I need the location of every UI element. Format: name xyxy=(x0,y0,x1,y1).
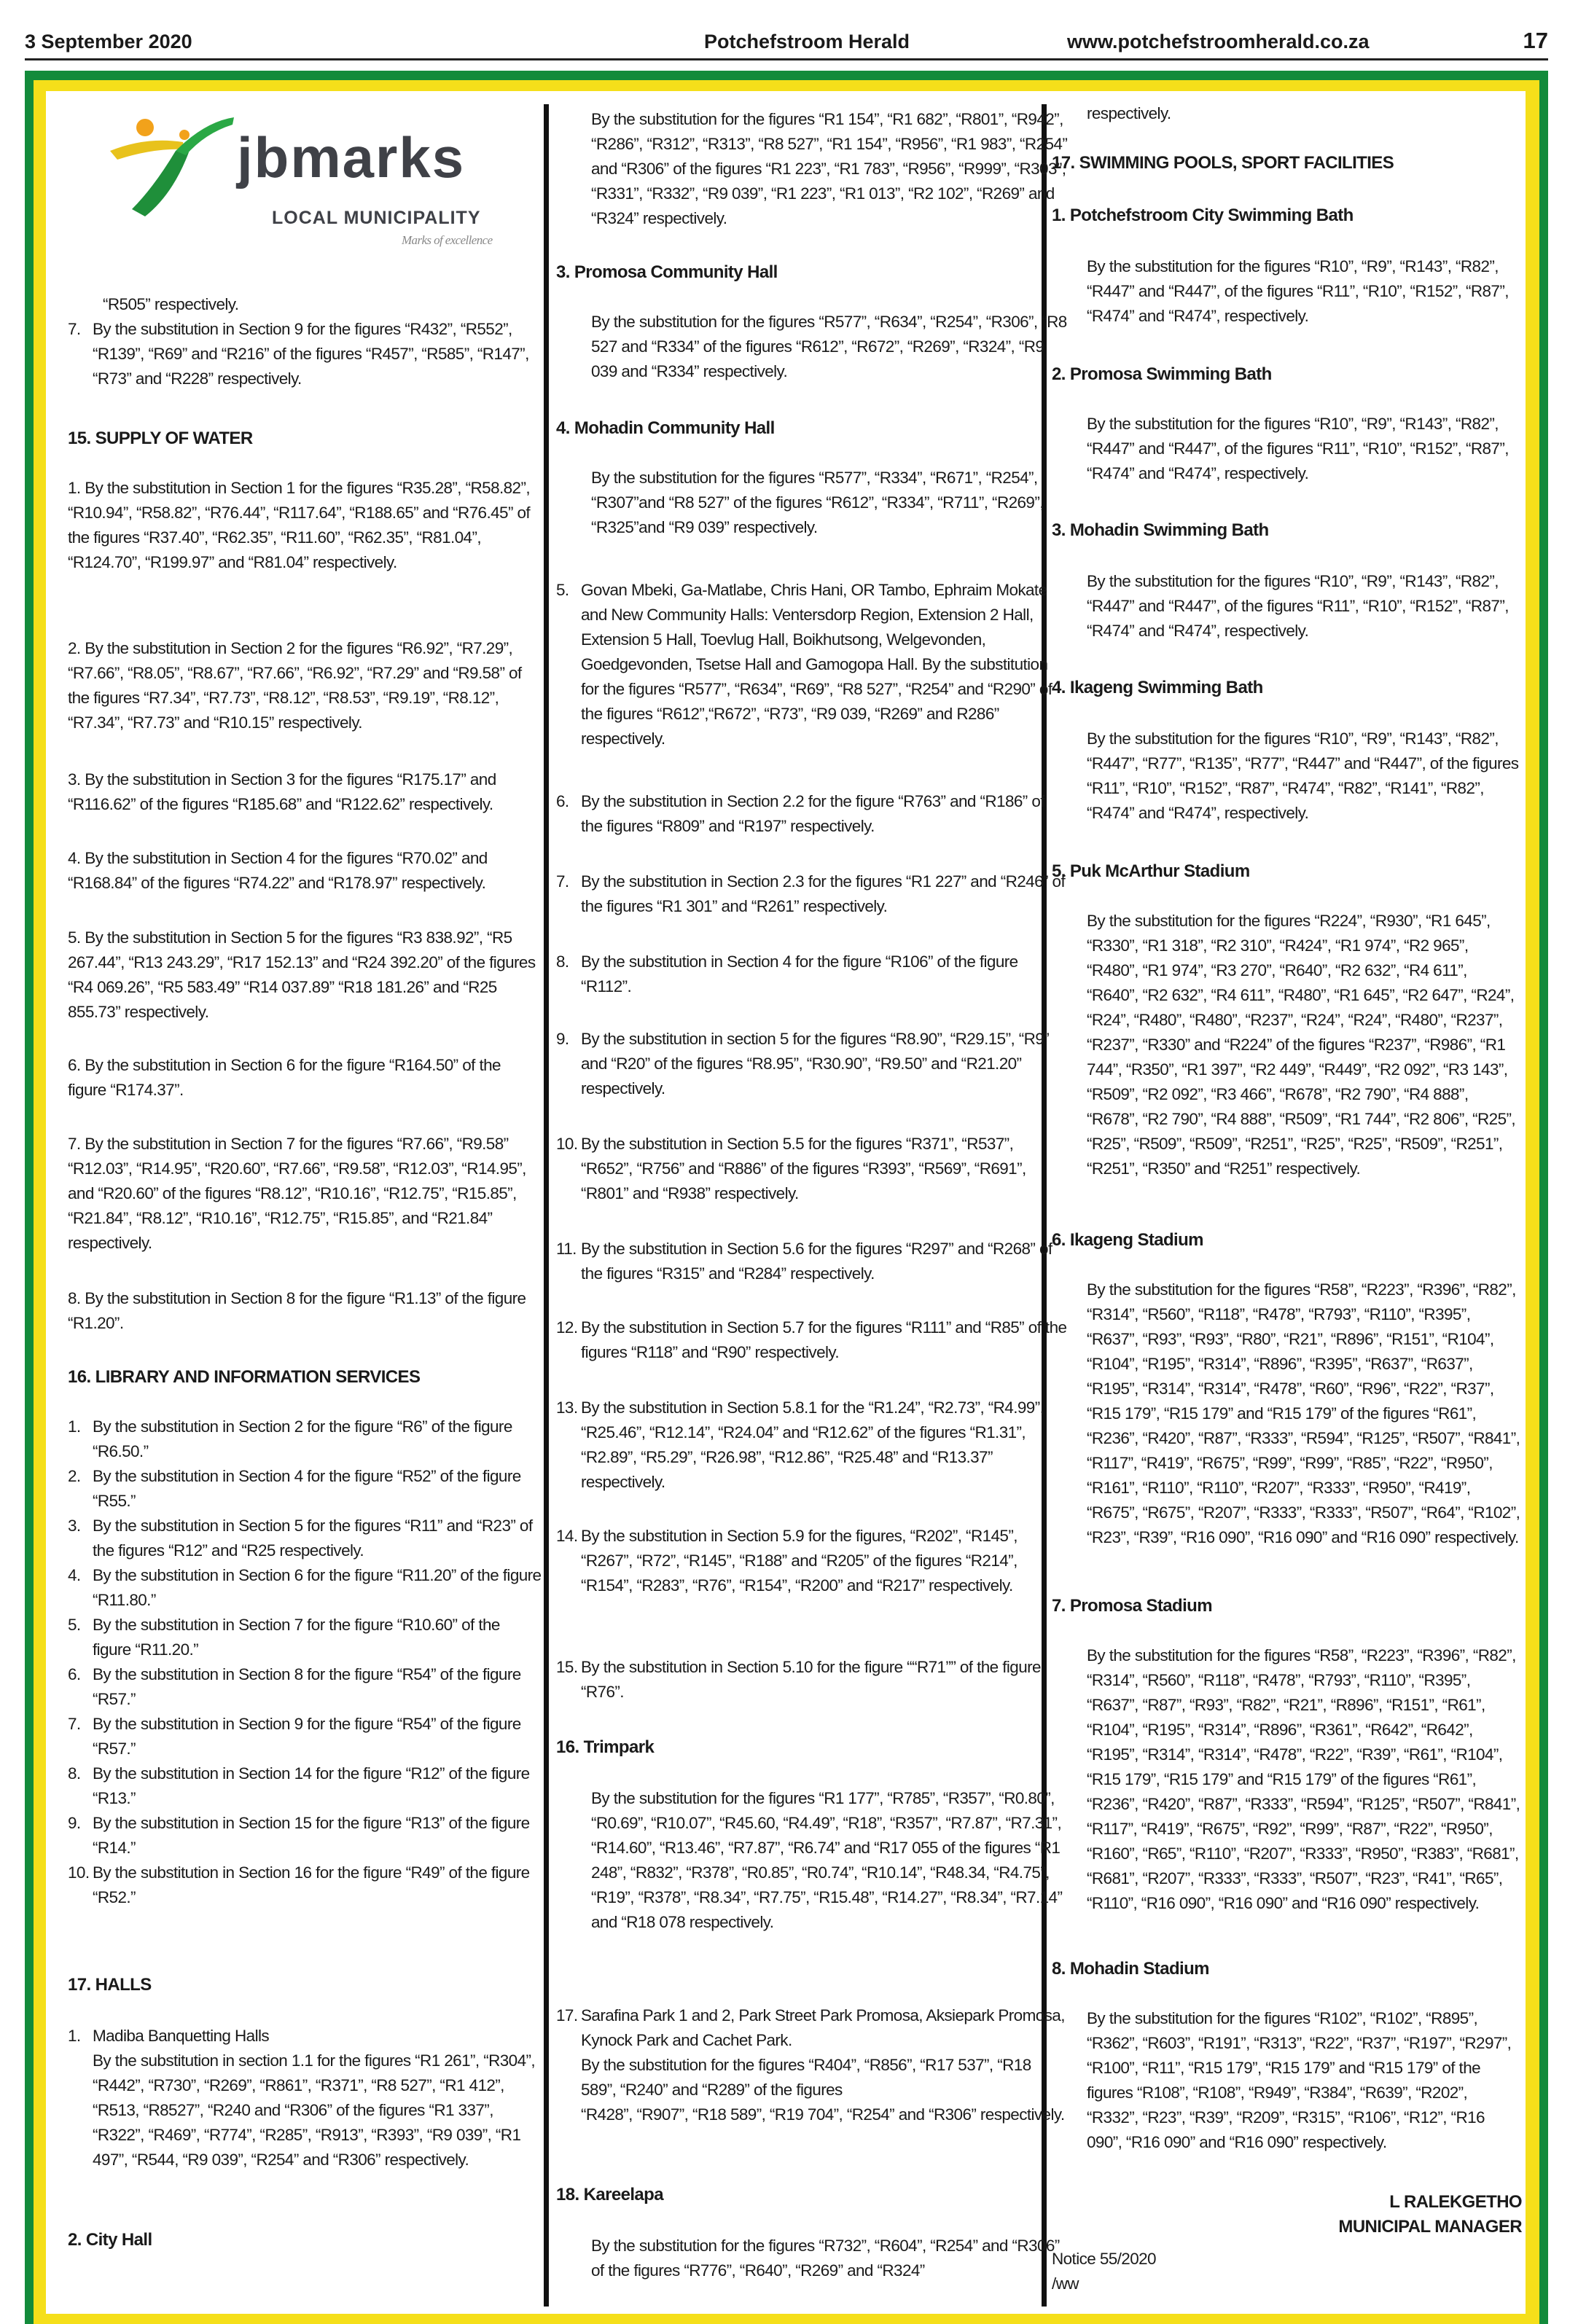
notice-number: Notice 55/2020 xyxy=(1052,2250,1156,2268)
item-text: By the substitution in Section 9 for the figure “R54” of the figure “R57.” xyxy=(93,1715,521,1758)
signatory-title: MUNICIPAL MANAGER xyxy=(1338,2217,1522,2237)
item-text: Govan Mbeki, Ga-Matlabe, Chris Hani, OR Tambo, Ephraim Mokate and New Community Halls: Ventersdorp Region, Extension 2 Hall, Extension 5 Hall, Toevlug Hall, Boikhutsong, Welgevonden, Goedgevonden, Tsetse Hall and Gamogopa Hall. By the substitution for the figures “R577”, “R634”, “R69”, “R8 527”, “R254” and “R290” of the figures “R612”,“R672”, “R73”, “R9 039, “R269” and R286” respectively. xyxy=(581,581,1052,748)
item-text: By the substitution in Section 5.6 for the figures “R297” and “R268” of the figures “R315” and “R284” respectively. xyxy=(581,1240,1052,1283)
subheading-promosa-stadium: 7. Promosa Stadium xyxy=(1052,1596,1212,1616)
item-text: By the substitution in Section 4 for the figure “R52” of the figure “R55.” xyxy=(93,1467,521,1510)
list-item xyxy=(556,1027,1069,1101)
list-item xyxy=(68,1811,542,1861)
list-item xyxy=(68,1464,542,1514)
column-divider-1 xyxy=(544,104,549,2307)
subheading-puk-mcarthur-stadium: 5. Puk McArthur Stadium xyxy=(1052,861,1250,881)
paragraph: By the substitution for the figures “R10”, “R9”, “R143”, “R82”, “R447” and “R447”, of the figures “R11”, “R10”, “R152”, “R87”, “R474” and “R474”, respectively. xyxy=(1087,572,1509,640)
item-number: 7. xyxy=(68,1715,81,1733)
list-item xyxy=(556,2003,1069,2127)
item-text: By the substitution in Section 16 for the figure “R49” of the figure “R52.” xyxy=(93,1863,530,1906)
list-item xyxy=(68,1514,542,1563)
item-number: 13. xyxy=(556,1398,578,1417)
item-text: By the substitution in Section 5.5 for the figures “R371”, “R537”, “R652”, “R756” and “R886” of the figures “R393”, “R569”, “R691”, “R801” and “R938” respectively. xyxy=(581,1135,1026,1202)
subheading-city-swimming-bath: 1. Potchefstroom City Swimming Bath xyxy=(1052,206,1354,225)
subheading-promosa-hall: 3. Promosa Community Hall xyxy=(556,262,778,282)
list-item xyxy=(68,1613,542,1662)
item-number: 10. xyxy=(556,1135,578,1153)
issue-date: 3 September 2020 xyxy=(25,31,192,52)
item-text: By the substitution in section 5 for the figures “R8.90”, “R29.15”, “R9” and “R20” of the figures “R8.95”, “R30.90”, “R9.50” and “R21.20” respectively. xyxy=(581,1030,1050,1098)
subheading-mohadin-swimming-bath: 3. Mohadin Swimming Bath xyxy=(1052,520,1269,540)
list-item xyxy=(68,1861,542,1910)
list-item xyxy=(556,1396,1069,1495)
paragraph: By the substitution for the figures “R102”, “R102”, “R895”, “R362”, “R603”, “R191”, “R313”, “R22”, “R37”, “R197”, “R297”, “R100”, “R11”, “R15 179”, “R15 179” and “R15 179” of the figures “R108”, “R108”, “R949”, “R384”, “R639”, “R202”, “R332”, “R23”, “R39”, “R209”, “R315”, “R106”, “R12”, “R16 090”, “R16 090” and “R16 090” respectively. xyxy=(1087,2009,1512,2151)
list-item: 8. By the substitution in Section 8 for the figure “R1.13” of the figure “R1.20”. xyxy=(68,1289,526,1332)
item-number: 10. xyxy=(68,1863,90,1882)
item-number: 8. xyxy=(556,952,569,971)
item-number: 7. xyxy=(68,320,81,338)
list-item: 2. By the substitution in Section 2 for the figures “R6.92”, “R7.29”, “R7.66”, “R8.05”, “R8.67”, “R7.66”, “R6.92”, “R7.29” and “R9.58” of the figures “R7.34”, “R7.73”, “R8.12”, “R8.53”, “R9.19”, “R8.12”, “R7.34”, “R7.73” and “R10.15” respectively. xyxy=(68,639,522,732)
item-number: 11. xyxy=(556,1240,577,1258)
item-number: 3. xyxy=(68,1517,81,1535)
list-item xyxy=(556,1132,1069,1206)
continued-text: respectively. xyxy=(1087,104,1171,122)
item-number: 17. xyxy=(556,2006,578,2024)
continued-text: “R505” respectively. xyxy=(103,295,239,313)
subheading-kareelapa: 18. Kareelapa xyxy=(556,2185,663,2204)
newspaper-url[interactable]: www.potchefstroomherald.co.za xyxy=(1067,31,1370,52)
item-text: By the substitution in Section 5.9 for the figures, “R202”, “R145”, “R267”, “R72”, “R145”, “R188” and “R205” of the figures “R214”, “R154”, “R283”, “R76”, “R154”, “R200” and “R217” respectively. xyxy=(581,1527,1018,1595)
list-item xyxy=(556,1237,1069,1286)
item-number: 6. xyxy=(68,1665,81,1683)
section-heading-halls: 17. HALLS xyxy=(68,1975,152,1995)
item-number: 7. xyxy=(556,872,569,891)
item-text: By the substitution in Section 7 for the figure “R10.60” of the figure “R11.20.” xyxy=(93,1616,500,1659)
paragraph: By the substitution for the figures “R58”, “R223”, “R396”, “R82”, “R314”, “R560”, “R118”, “R478”, “R793”, “R110”, “R395”, “R637”, “R87”, “R93”, “R82”, “R21”, “R896”, “R151”, “R61”, “R104”, “R195”, “R314”, “R896”, “R361”, “R642”, “R642”, “R195”, “R314”, “R314”, “R478”, “R22”, “R39”, “R61”, “R104”, “R15 179”, “R15 179” and “R15 179” of the figures “R61”, “R236”, “R420”, “R87”, “R333”, “R594”, “R125”, “R507”, “R841”, “R117”, “R419”, “R675”, “R92”, “R99”, “R87”, “R22”, “R950”, “R160”, “R65”, “R110”, “R207”, “R333”, “R950”, “R383”, “R681”, “R681”, “R207”, “R333”, “R333”, “R507”, “R23”, “R41”, “R65”, “R110”, “R16 090”, “R16 090” and “R16 090” respectively. xyxy=(1087,1646,1520,1912)
subheading-mohadin-stadium: 8. Mohadin Stadium xyxy=(1052,1959,1209,1979)
list-item xyxy=(68,1712,542,1761)
item-text: Sarafina Park 1 and 2, Park Street Park Promosa, Aksiepark Promosa, Kynock Park and Cachet Park. By the substitution for the figures “R404”, “R856”, “R17 537”, “R18 589”, “R240” and “R289” of the figures “R428”, “R907”, “R18 589”, “R19 704”, “R254” and “R306” respectively. xyxy=(581,2006,1065,2124)
subheading-ikageng-stadium: 6. Ikageng Stadium xyxy=(1052,1230,1203,1250)
notice-reference: /ww xyxy=(1052,2274,1079,2293)
paragraph: By the substitution for the figures “R224”, “R930”, “R1 645”, “R330”, “R1 318”, “R2 310”, “R424”, “R1 974”, “R2 965”, “R480”, “R1 974”, “R3 270”, “R640”, “R2 632”, “R4 611”, “R640”, “R2 632”, “R4 611”, “R480”, “R1 645”, “R2 647”, “R24”, “R24”, “R480”, “R480”, “R237”, “R24”, “R24”, “R480”, “R237”, “R237”, “R330” and “R224” of the figures “R237”, “R986”, “R1 744”, “R350”, “R1 397”, “R2 449”, “R449”, “R2 092”, “R3 143”, “R509”, “R2 092”, “R3 466”, “R678”, “R2 790”, “R4 888”, “R678”, “R2 790”, “R4 888”, “R509”, “R1 744”, “R2 806”, “R25”, “R25”, “R509”, “R509”, “R251”, “R25”, “R25”, “R509”, “R251”, “R251”, “R350” and “R251” respectively. xyxy=(1087,912,1516,1178)
list-item xyxy=(68,317,542,391)
item-text: By the substitution in Section 2 for the figure “R6” of the figure “R6.50.” xyxy=(93,1417,512,1460)
list-item xyxy=(556,1315,1069,1365)
list-item xyxy=(68,1563,542,1613)
item-number: 9. xyxy=(556,1030,569,1048)
item-text: By the substitution in Section 5.7 for the figures “R111” and “R85” of the figures “R118” and “R90” respectively. xyxy=(581,1318,1067,1361)
newspaper-name: Potchefstroom Herald xyxy=(704,31,910,52)
paragraph: By the substitution for the figures “R1 177”, “R785”, “R357”, “R0.80”, “R0.69”, “R10.07”, “R45.60, “R4.49”, “R18”, “R357”, “R7.87”, “R7.31”, “R14.60”, “R13.46”, “R7.87”, “R6.74” and “R17 055 of the figures “R1 248”, “R832”, “R378”, “R0.85”, “R0.74”, “R10.14”, “R48.34, “R4.75”, “R19”, “R378”, “R8.34”, “R7.75”, “R15.48”, “R14.27”, “R8.34”, “R7.14” and “R18 078 respectively. xyxy=(591,1789,1063,1931)
library-list xyxy=(68,1415,542,1910)
list-item: 1. By the substitution in Section 1 for the figures “R35.28”, “R58.82”, “R10.94”, “R58.82”, “R76.44”, “R117.64”, “R188.65” and “R76.45” of the figures “R37.40”, “R62.35”, “R11.60”, “R62.35”, “R81.04”, “R124.70”, “R199.97” and “R81.04” respectively. xyxy=(68,479,531,571)
item-text: By the substitution in Section 14 for the figure “R12” of the figure “R13.” xyxy=(93,1764,530,1807)
logo-figure-icon xyxy=(103,107,241,231)
signatory-name: L RALEKGETHO xyxy=(1389,2192,1522,2212)
paragraph: By the substitution for the figures “R577”, “R634”, “R254”, “R306”, “R8 527 and “R334” of the figures “R612”, “R672”, “R269”, “R324”, “R9 039 and “R334” respectively. xyxy=(591,313,1067,380)
paragraph: By the substitution for the figures “R58”, “R223”, “R396”, “R82”, “R314”, “R560”, “R118”, “R478”, “R793”, “R110”, “R395”, “R637”, “R93”, “R93”, “R80”, “R21”, “R896”, “R151”, “R104”, “R104”, “R195”, “R314”, “R896”, “R395”, “R637”, “R637”, “R195”, “R314”, “R314”, “R478”, “R60”, “R96”, “R22”, “R37”, “R15 179”, “R15 179” and “R15 179” of the figures “R61”, “R236”, “R420”, “R87”, “R333”, “R594”, “R125”, “R507”, “R841”, “R117”, “R419”, “R675”, “R99”, “R99”, “R85”, “R22”, “R950”, “R161”, “R110”, “R110”, “R207”, “R333”, “R950”, “R419”, “R675”, “R675”, “R207”, “R333”, “R333”, “R507”, “R64”, “R102”, “R23”, “R39”, “R16 090”, “R16 090” and “R16 090” respectively. xyxy=(1087,1280,1520,1546)
item-number: 1. xyxy=(68,1417,81,1436)
list-item xyxy=(556,1655,1069,1705)
paragraph: By the substitution for the figures “R732”, “R604”, “R254” and “R306” of the figures “R776”, “R640”, “R269” and “R324” xyxy=(591,2237,1060,2280)
item-number: 9. xyxy=(68,1814,81,1832)
item-number: 1. xyxy=(68,2027,81,2045)
list-item xyxy=(556,869,1069,919)
item-text: By the substitution in Section 8 for the figure “R54” of the figure “R57.” xyxy=(93,1665,521,1708)
item-number: 2. xyxy=(68,1467,81,1485)
list-item xyxy=(68,1662,542,1712)
logo-wordmark: jbmarks xyxy=(237,125,466,189)
list-item: 4. By the substitution in Section 4 for the figures “R70.02” and “R168.84” of the figures “R74.22” and “R178.97” respectively. xyxy=(68,849,488,892)
item-number: 5. xyxy=(68,1616,81,1634)
subheading-promosa-swimming-bath: 2. Promosa Swimming Bath xyxy=(1052,364,1272,384)
list-item xyxy=(68,1761,542,1811)
item-number: 4. xyxy=(68,1566,81,1584)
list-item: 7. By the substitution in Section 7 for the figures “R7.66”, “R9.58” “R12.03”, “R14.95”, “R20.60”, “R7.66”, “R9.58”, “R12.03”, “R14.95”, and “R20.60” of the figures “R8.12”, “R10.16”, “R12.75”, “R15.85”, “R21.84”, “R8.12”, “R10.16”, “R12.75”, “R15.85”, and “R21.84” respectively. xyxy=(68,1135,526,1252)
subheading-mohadin-hall: 4. Mohadin Community Hall xyxy=(556,418,775,438)
item-text: By the substitution in Section 5 for the figures “R11” and “R23” of the figures “R12” and “R25 respectively. xyxy=(93,1517,533,1560)
item-text: By the substitution in Section 2.3 for the figures “R1 227” and “R246” of the figures “R1 301” and “R261” respectively. xyxy=(581,872,1066,915)
municipality-logo xyxy=(103,107,540,247)
list-item xyxy=(556,789,1069,839)
subheading-trimpark: 16. Trimpark xyxy=(556,1737,655,1757)
section-heading-swimming-pools: 17. SWIMMING POOLS, SPORT FACILITIES xyxy=(1052,153,1394,173)
paragraph: By the substitution for the figures “R10”, “R9”, “R143”, “R82”, “R447” and “R447”, of the figures “R11”, “R10”, “R152”, “R87”, “R474” and “R474”, respectively. xyxy=(1087,257,1509,325)
list-item xyxy=(68,2024,542,2172)
list-item xyxy=(556,1524,1069,1598)
list-item xyxy=(68,1415,542,1464)
item-text: Madiba Banquetting Halls By the substitution in section 1.1 for the figures “R1 261”, “R304”, “R442”, “R730”, “R269”, “R861”, “R371”, “R8 527”, “R1 412”, “R513, “R8527”, “R240 and “R306” of the figures “R1 337”, “R322”, “R469”, “R774”, “R285”, “R913”, “R393”, “R9 039”, “R1 497”, “R544, “R9 039”, “R254” and “R306” respectively. xyxy=(93,2027,536,2169)
item-text: By the substitution in Section 9 for the figures “R432”, “R552”, “R139”, “R69” and “R216” of the figures “R457”, “R585”, “R147”, “R73” and “R228” respectively. xyxy=(93,320,529,388)
list-item xyxy=(556,578,1069,751)
item-number: 6. xyxy=(556,792,569,810)
item-number: 12. xyxy=(556,1318,578,1337)
section-heading-water: 15. SUPPLY OF WATER xyxy=(68,429,253,448)
page-header xyxy=(25,26,1548,60)
item-text: By the substitution in Section 4 for the figure “R106” of the figure “R112”. xyxy=(581,952,1018,995)
list-item: 5. By the substitution in Section 5 for the figures “R3 838.92”, “R5 267.44”, “R13 243.29”, “R17 152.13” and “R24 392.20” of the figures “R4 069.26”, “R5 583.49” “R14 037.89” “R18 181.26” and “R25 855.73” respectively. xyxy=(68,928,536,1021)
item-text: By the substitution in Section 6 for the figure “R11.20” of the figure “R11.80.” xyxy=(93,1566,542,1609)
item-text: By the substitution in Section 2.2 for the figure “R763” and “R186” of the figures “R809” and “R197” respectively. xyxy=(581,792,1044,835)
subheading-ikageng-swimming-bath: 4. Ikageng Swimming Bath xyxy=(1052,678,1263,697)
paragraph: By the substitution for the figures “R10”, “R9”, “R143”, “R82”, “R447” and “R447”, of the figures “R11”, “R10”, “R152”, “R87”, “R474” and “R474”, respectively. xyxy=(1087,415,1509,482)
item-number: 5. xyxy=(556,581,569,599)
subheading-city-hall: 2. City Hall xyxy=(68,2230,152,2250)
logo-subtitle: LOCAL MUNICIPALITY xyxy=(272,208,481,228)
item-text: By the substitution in Section 15 for the figure “R13” of the figure “R14.” xyxy=(93,1814,530,1857)
paragraph: By the substitution for the figures “R1 154”, “R1 682”, “R801”, “R942”, “R286”, “R312”, “R313”, “R8 527”, “R1 154”, “R956”, “R1 983”, “R254” and “R306” of the figures “R1 223”, “R1 783”, “R956”, “R999”, “R303”, “R331”, “R332”, “R9 039”, “R1 223”, “R1 013”, “R2 102”, “R269” and “R324” respectively. xyxy=(591,110,1068,227)
item-number: 8. xyxy=(68,1764,81,1783)
logo-tagline: Marks of excellence xyxy=(402,233,493,247)
section-heading-library: 16. LIBRARY AND INFORMATION SERVICES xyxy=(68,1367,421,1387)
notice-body xyxy=(46,91,1526,2314)
list-item: 6. By the substitution in Section 6 for the figure “R164.50” of the figure “R174.37”. xyxy=(68,1056,501,1099)
item-number: 14. xyxy=(556,1527,578,1545)
list-item xyxy=(556,950,1069,999)
paragraph: By the substitution for the figures “R10”, “R9”, “R143”, “R82”, “R447”, “R77”, “R135”, “R77”, “R447” and “R447”, of the figures “R11”, “R10”, “R152”, “R87”, “R474”, “R82”, “R141”, “R82”, “R474” and “R474”, respectively. xyxy=(1087,729,1519,822)
item-text: By the substitution in Section 5.8.1 for the “R1.24”, “R2.73”, “R4.99”, “R25.46”, “R12.14”, “R24.04” and “R12.62” of the figures “R1.31”, “R2.89”, “R5.29”, “R26.98”, “R12.86”, “R25.48” and “R13.37” respectively. xyxy=(581,1398,1044,1491)
paragraph: By the substitution for the figures “R577”, “R334”, “R671”, “R254”, “R307”and “R8 527” of the figures “R612”, “R334”, “R711”, “R269”, “R325”and “R9 039” respectively. xyxy=(591,469,1044,536)
page-number: 17 xyxy=(1523,28,1548,53)
list-item: 3. By the substitution in Section 3 for the figures “R175.17” and “R116.62” of the figures “R185.68” and “R122.62” respectively. xyxy=(68,770,496,813)
item-text: By the substitution in Section 5.10 for the figure ““R71”” of the figure “R76”. xyxy=(581,1658,1041,1701)
item-number: 15. xyxy=(556,1658,578,1676)
